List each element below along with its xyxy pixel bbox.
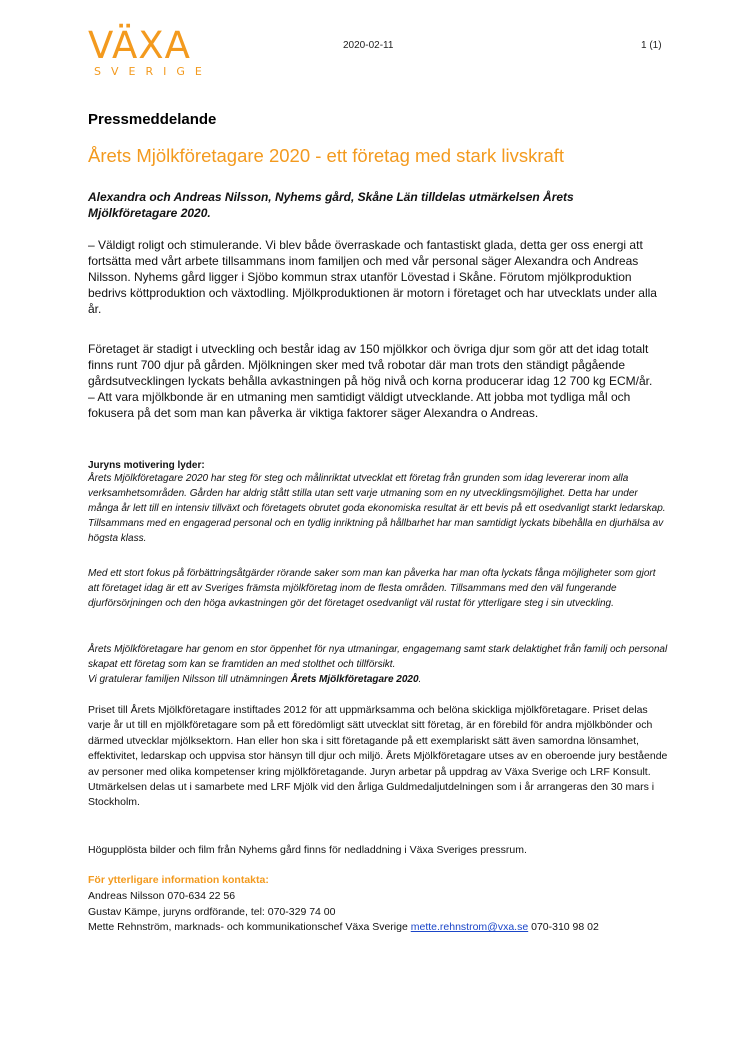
about-award-paragraph: Priset till Årets Mjölkföretagare instiftades 2012 för att uppmärksamma och belöna skickliga mjölkföretagare. Priset delas varje år ut till en mjölkföretagare som på ett föredömligt sätt utvecklat sitt företag, är en förebild för andra mjölkbönder och därmed utvecklar mjölksektorn. Han eller hon ska i sitt företagande på ett exemplariskt sätt även samordna lönsamhet, effektivitet, ledarskap och uppvisa stor hänsyn till djur och miljö. Årets Mjölkföretagare utses av en oberoende jury bestående av personer med olika kompetenser kring mjölkföretagande. Juryn arbetar på uppdrag av Växa Sverige och LRF Konsult. Utmärkelsen delas ut i samarbete med LRF Mjölk vid den årliga Guldmedaljutdelningen som i år arrangeras den 30 mars i Stockholm. [88,704,668,809]
contact-gustav-kampe: Gustav Kämpe, juryns ordförande, tel: 070-329 74 00 [88,905,336,918]
contact-email-link[interactable]: mette.rehnstrom@vxa.se [410,921,529,933]
contact-list [88,889,599,936]
contact-andreas-nilsson: Andreas Nilsson 070-634 22 56 [88,890,236,902]
vaxa-sverige-logo [88,26,210,78]
congratulation-period: . [418,674,422,685]
logo-wordmark: VÄXA [88,24,191,67]
contact-mette-rehnstrom [88,920,599,936]
logo-subtitle: SVERIGE [94,65,212,78]
jury-congratulation-line [88,672,668,687]
jury-motivation-heading: Juryns motivering lyder: [88,460,205,471]
document-type-heading: Pressmeddelande [88,111,217,128]
press-release-headline: Årets Mjölkföretagare 2020 - ett företag med stark livskraft [88,145,565,166]
jury-motivation-paragraph-2: Med ett stort fokus på förbättringsåtgärder rörande saker som man kan påverka har man ofta lyckats fånga möjligheter som gjort att företaget idag är ett av Sveriges främsta mjölkföretag inom de flesta områden. Tillsammans med den väl fungerande djurförsörjningen och den höga avkastningen gör det företaget osedvanligt väl rustat för ytterligare steg i sin utveckling. [88,568,656,609]
company-paragraph [88,341,663,421]
jury-motivation-text: Årets Mjölkföretagare har genom en stor öppenhet för nya utmaningar, engagemang samt stark delaktighet från familj och personal skapat ett företag som kan se framtiden an med stolthet och tillförsikt. [88,644,668,670]
company-quote-text: – Att vara mjölkbonde är en utmaning men samtidigt väldigt utvecklande. Att jobba mot tydliga mål och fokusera på det som man kan påverka är viktiga faktorer säger Alexandra o Andreas. [88,390,631,420]
download-info: Högupplösta bilder och film från Nyhems gård finns för nedladdning i Växa Sveriges pressrum. [88,844,527,856]
document-date: 2020-02-11 [343,40,394,51]
jury-motivation-paragraph-3 [88,642,668,687]
award-name: Årets Mjölkföretagare 2020 [290,674,419,685]
contact-mette-phone: 070-310 98 02 [528,921,599,933]
contact-heading: För ytterligare information kontakta: [88,874,269,886]
congratulation-text: Vi gratulerar familjen Nilsson till utnämningen [88,674,291,685]
contact-mette-name: Mette Rehnström, marknads- och kommunikationschef Växa Sverige [88,921,411,933]
company-paragraph-text: Företaget är stadigt i utveckling och består idag av 150 mjölkkor och övriga djur som gör att det idag totalt finns runt 700 djur på gården. Mjölkningen sker med två robotar där man trots den ständigt pågående gårdsutvecklingen lyckats behålla avkastningen på hög nivå och korna producerar idag 12 700 kg ECM/år. [88,342,653,388]
quote-paragraph: – Väldigt roligt och stimulerande. Vi blev både överraskade och fantastiskt glada, detta ger oss energi att fortsätta med vårt arbete tillsammans inom familjen och med vår personal säger Alexandra och Andreas Nilsson. Nyhems gård ligger i Sjöbo kommun strax utanför Lövestad i Skåne. Förutom mjölkproduktion bedrivs köttproduktion och växtodling. Mjölkproduktionen är motorn i företaget och har utvecklats under alla år. [88,238,657,316]
page-number: 1 (1) [641,40,662,51]
jury-motivation-paragraph-1: Årets Mjölkföretagare 2020 har steg för steg och målinriktat utvecklat ett företag från grunden som idag levererar inom alla verksamhetsområden. Gården har aldrig stått stilla utan sett varje utmaning som en ny utvecklingsmöjlighet. Detta har under många år lett till en intensiv tillväxt och företagets obrutet goda ekonomiska resultat är ett bevis på ett osedvanligt starkt ledarskap. Tillsammans med en engagerad personal och en tydlig inriktning på hållbarhet har man samtidigt lyckats bibehålla en djurhälsa av högsta klass. [88,473,666,544]
lead-paragraph: Alexandra och Andreas Nilsson, Nyhems gård, Skåne Län tilldelas utmärkelsen Årets Mjölkföretagare 2020. [88,190,574,220]
